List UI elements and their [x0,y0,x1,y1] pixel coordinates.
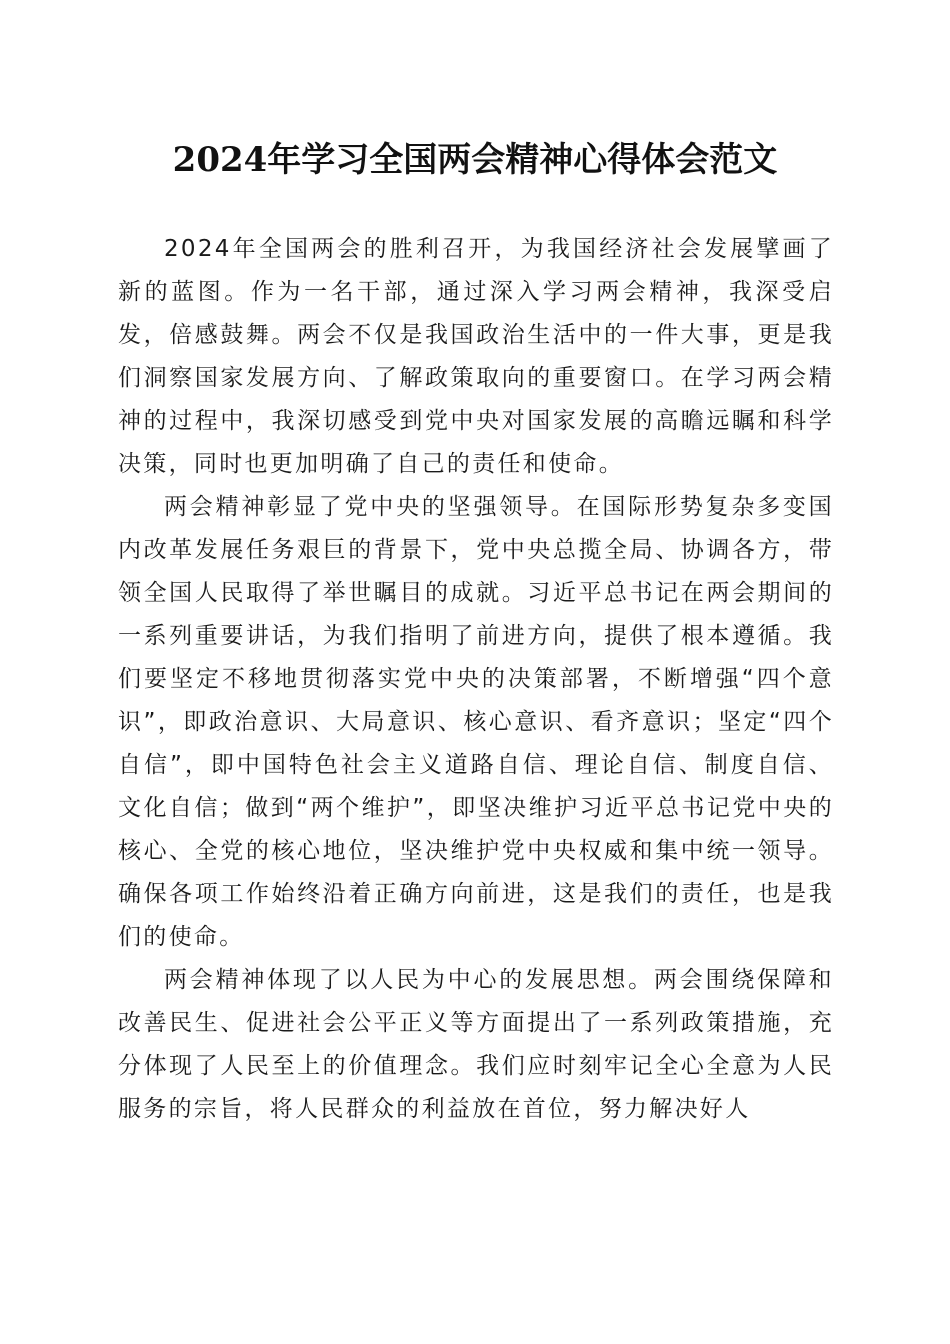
document-title: 2024年学习全国两会精神心得体会范文 [172,140,778,180]
paragraph-3: 两会精神体现了以人民为中心的发展思想。两会围绕保障和改善民生、促进社会公平正义等方面提出了一系列政策措施，充分体现了人民至上的价值理念。我们应时刻牢记全心全意为人民服务的宗旨，将人民群众的利益放在首位，努力解决好人 [118,967,834,1122]
paragraph-2: 两会精神彰显了党中央的坚强领导。在国际形势复杂多变国内改革发展任务艰巨的背景下，党中央总揽全局、协调各方，带领全国人民取得了举世瞩目的成就。习近平总书记在两会期间的一系列重要讲话，为我们指明了前进方向，提供了根本遵循。我们要坚定不移地贯彻落实党中央的决策部署，不断增强“四个意识”，即政治意识、大局意识、核心意识、看齐意识；坚定“四个自信”，即中国特色社会主义道路自信、理论自信、制度自信、文化自信；做到“两个维护”，即坚决维护习近平总书记党中央的核心、全党的核心地位，坚决维护党中央权威和集中统一领导。确保各项工作始终沿着正确方向前进，这是我们的责任，也是我们的使命。 [118,494,834,950]
document-body [118,228,834,1131]
paragraph-1: 2024年全国两会的胜利召开，为我国经济社会发展擘画了新的蓝图。作为一名干部，通过深入学习两会精神，我深受启发，倍感鼓舞。两会不仅是我国政治生活中的一件大事，更是我们洞察国家发展方向、了解政策取向的重要窗口。在学习两会精神的过程中，我深切感受到党中央对国家发展的高瞻远瞩和科学决策，同时也更加明确了自己的责任和使命。 [118,236,834,477]
